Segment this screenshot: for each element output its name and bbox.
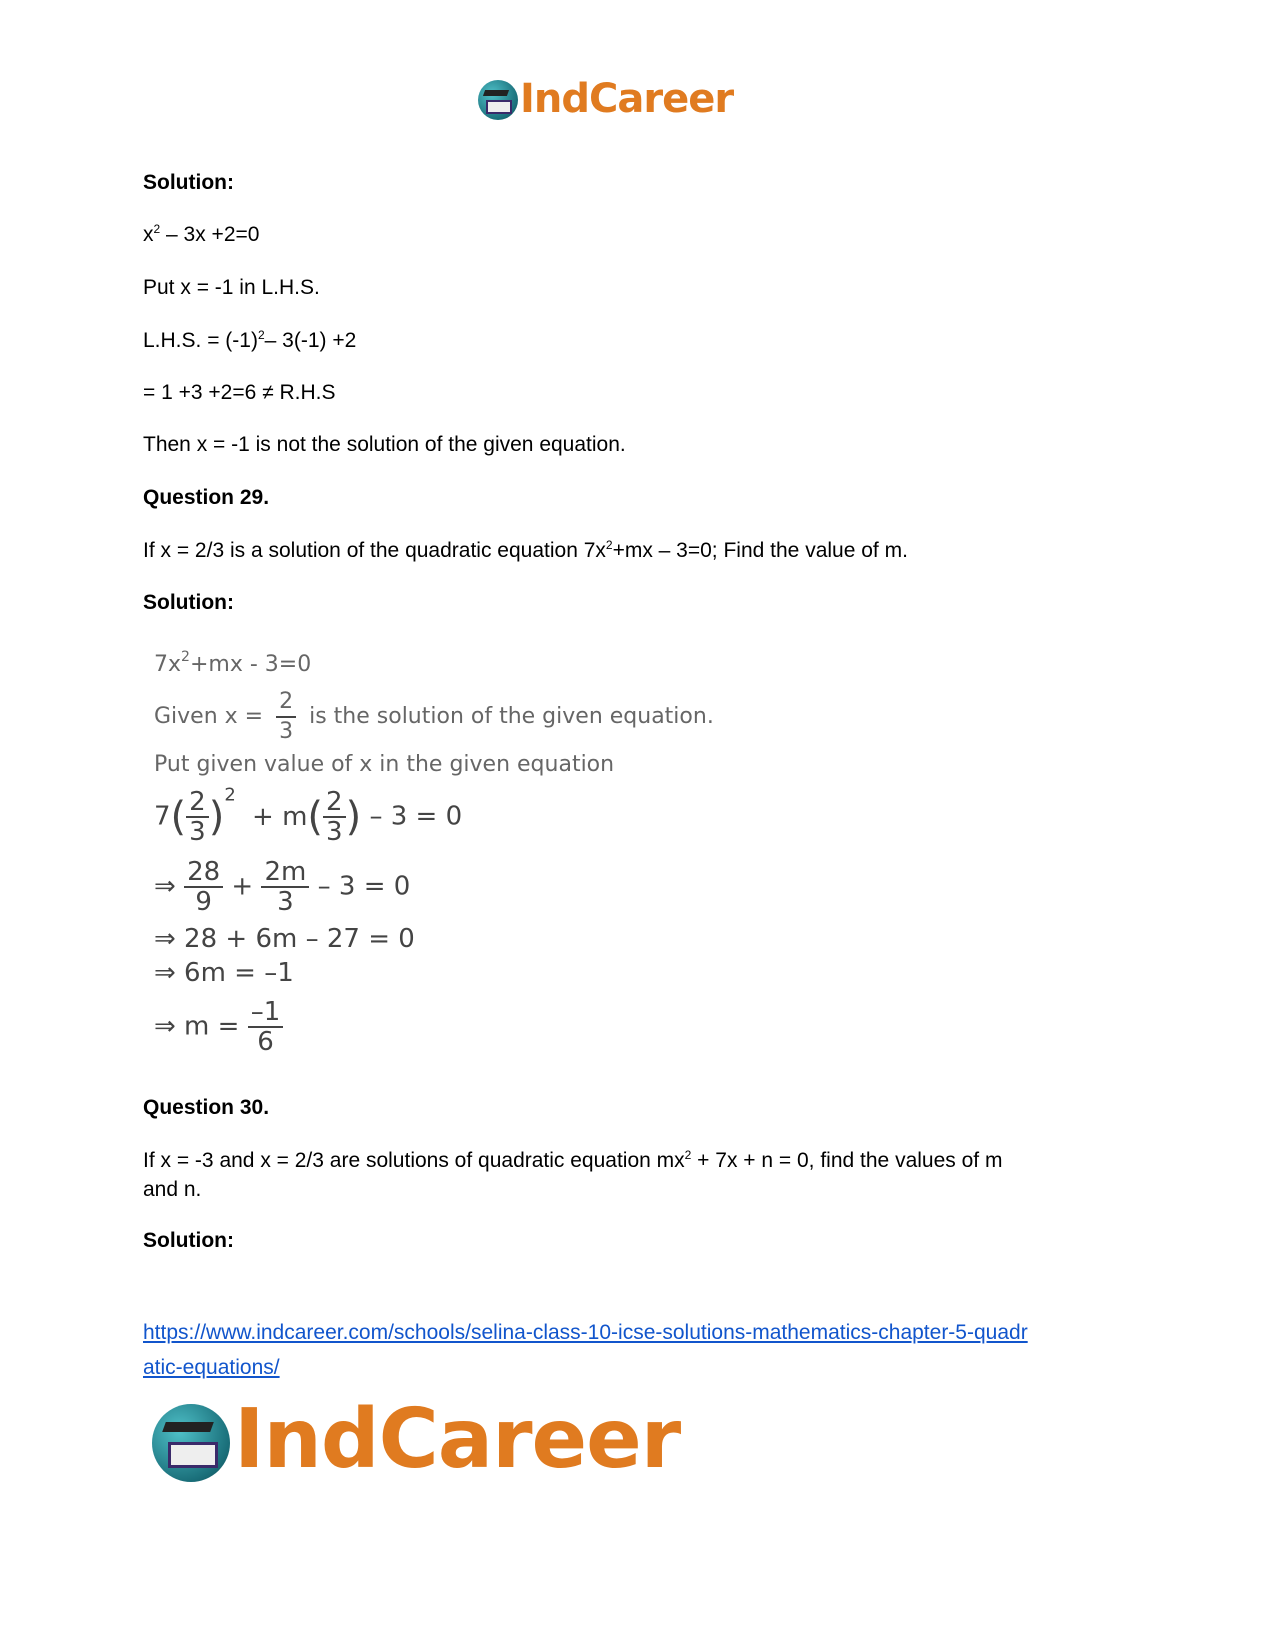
put-line: Put x = -1 in L.H.S. (143, 276, 320, 299)
solution-heading: Solution: (143, 171, 234, 194)
sol-line-7: ⇒ 6m = –1 (154, 958, 294, 988)
lhs-line: L.H.S. = $(-1)^2-$ 3(-1) +2 (143, 328, 357, 352)
conclusion-line: Then x = -1 is not the solution of the given equation. (143, 433, 626, 456)
solution-heading: Solution: (143, 591, 234, 614)
calc-line: = 1 +3 +2=6 ≠ R.H.S (143, 381, 336, 404)
question-30-text-cont: and n. (143, 1178, 202, 1201)
question-29-heading: Question 29. (143, 486, 270, 509)
sol-line-1: $7x^2+mx - 3=0$ (154, 649, 312, 677)
question-30-text: If x = -3 and x = 2/3 are solutions of quadratic equation $mx^2 + 7x + n = 0$, find the values of m (143, 1148, 1003, 1172)
sol-line-2: Given x = $\frac{2}{3}$ is the solution of the given equation. (154, 689, 714, 744)
header-logo (478, 78, 738, 122)
sol-line-8: ⇒ m = $\frac{-1}{6}$ (154, 998, 283, 1056)
question-30-heading: Question 30. (143, 1096, 270, 1119)
sol-line-6: ⇒ 28 + 6m – 27 = 0 (154, 924, 415, 954)
question-29-text: If x = 2/3 is a solution of the quadratic equation $7x^2+mx - 3=0$; Find the value of m. (143, 538, 908, 562)
sol-line-4: 7( $\frac{2}{3}$ )$^2$ + m( $\frac{2}{3}$ ) – 3 = 0 (154, 784, 463, 847)
globe-book-icon (152, 1404, 230, 1482)
sol-line-5: ⇒ $\frac{28}{9}$ + $\frac{2m}{3}$ – 3 = 0 (154, 857, 411, 917)
solution-image (150, 648, 714, 1068)
footer-logo (152, 1392, 681, 1488)
equation-line: $x^2 - 3x +2=0$ (143, 222, 260, 246)
source-link-cont[interactable]: atic-equations/ (143, 1356, 280, 1379)
source-link[interactable]: https://www.indcareer.com/schools/selina-class-10-icse-solutions-mathematics-chapter-5-quadr (143, 1321, 1028, 1344)
logo-text: IndCareer (520, 76, 734, 122)
sol-line-3: Put given value of x in the given equation (154, 752, 615, 777)
globe-book-icon (478, 80, 518, 120)
solution-heading: Solution: (143, 1229, 234, 1252)
logo-text: IndCareer (234, 1392, 681, 1487)
